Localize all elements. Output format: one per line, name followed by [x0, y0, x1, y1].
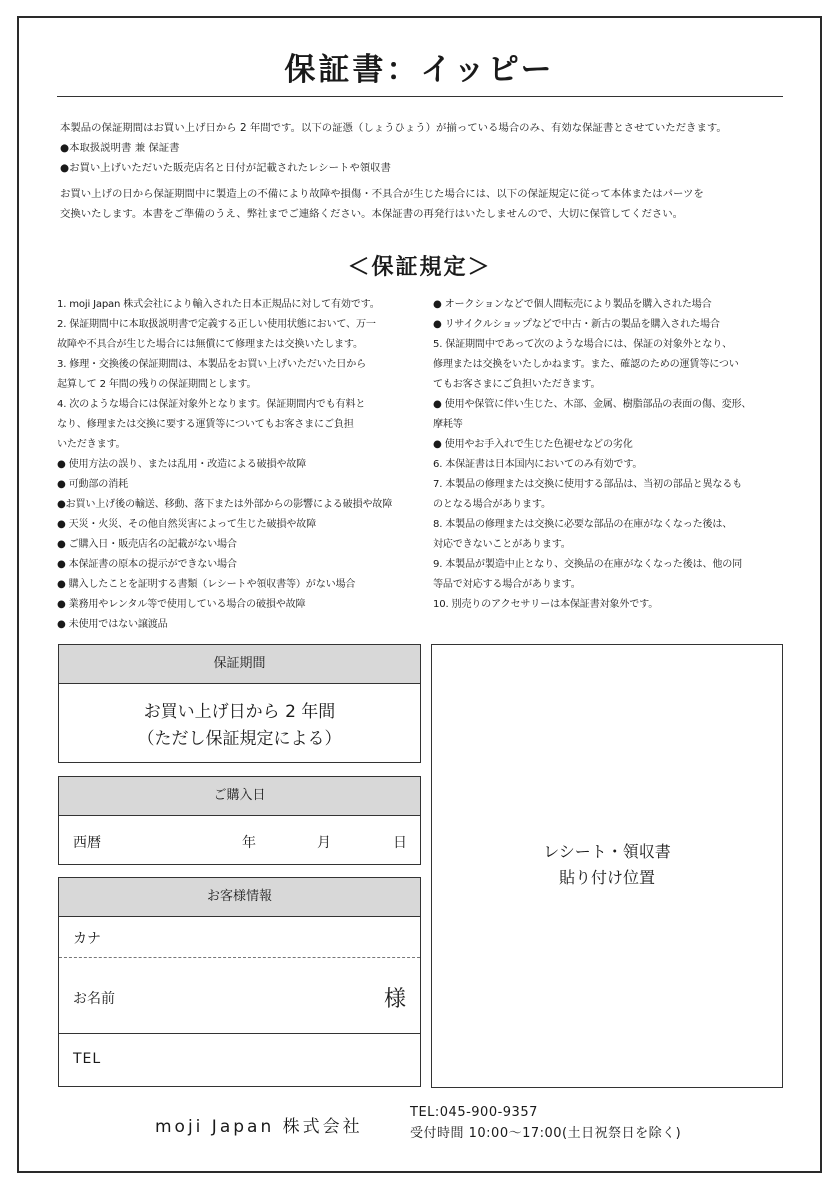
rule-line: なり、修理または交換に要する運賃等についてもお客さまにご負担 [57, 419, 354, 430]
customer-info-heading: お客様情報 [59, 878, 420, 917]
day-label: 日 [393, 835, 407, 851]
rule-line: 8. 本製品の修理または交換に必要な部品の在庫がなくなった後は、 [433, 519, 733, 530]
rule-line: 5. 保証期間中であって次のような場合には、保証の対象外となり、 [433, 339, 733, 350]
rule-line: ● 使用や保管に伴い生じた、木部、金属、樹脂部品の表面の傷、変形、 [433, 399, 752, 410]
page-title: 保証書：イッピー [284, 52, 555, 88]
kana-label: カナ [73, 931, 101, 947]
rule-line: のとなる場合があります。 [433, 499, 551, 510]
rule-line: ● リサイクルショップなどで中古・新古の製品を購入された場合 [433, 319, 720, 330]
customer-info-box [58, 877, 421, 1087]
rule-line: 7. 本製品の修理または交換に使用する部品は、当初の部品と異なるも [433, 479, 743, 490]
contact-phone: TEL:045-900-9357 [410, 1105, 538, 1120]
rule-line: ● 業務用やレンタル等で使用している場合の破損や故障 [57, 599, 306, 610]
rule-line: 等品で対応する場合があります。 [433, 579, 581, 590]
rule-line: ● 可動部の消耗 [57, 479, 128, 490]
rule-line: 2. 保証期間中に本取扱説明書で定義する正しい使用状態において、万一 [57, 319, 376, 330]
rule-line: 故障や不具合が生じた場合には無償にて修理または交換いたします。 [57, 339, 363, 350]
rule-line: ● 使用方法の誤り、または乱用・改造による破損や故障 [57, 459, 307, 470]
rule-line: 対応できないことがあります。 [433, 539, 571, 550]
intro-line: 交換いたします。本書をご準備のうえ、弊社までご連絡ください。本保証書の再発行はいたしませんので、大切に保管してください。 [60, 208, 684, 220]
rule-line: 4. 次のような場合には保証対象外となります。保証期間内でも有料と [57, 399, 366, 410]
warranty-period-box [58, 644, 421, 763]
rule-line: ● 未使用ではない譲渡品 [57, 619, 168, 630]
kana-field[interactable] [59, 917, 420, 958]
title-divider [57, 96, 783, 97]
rule-line: ● 購入したことを証明する書類（レシートや領収書等）がない場合 [57, 579, 356, 590]
contact-info [410, 1102, 681, 1144]
intro-line: ●本取扱説明書 兼 保証書 [60, 142, 180, 154]
purchase-date-heading: ご購入日 [59, 777, 420, 816]
rule-line: ● 本保証書の原本の提示ができない場合 [57, 559, 237, 570]
rule-line: 3. 修理・交換後の保証期間は、本製品をお買い上げいただいた日から [57, 359, 367, 370]
rule-line: いただきます。 [57, 439, 126, 450]
purchase-date-field[interactable] [59, 816, 420, 866]
rule-line: てもお客さまにご負担いただきます。 [433, 379, 601, 390]
year-label: 年 [242, 835, 256, 851]
warranty-period-heading: 保証期間 [59, 645, 420, 684]
rule-line: 6. 本保証書は日本国内においてのみ有効です。 [433, 459, 643, 470]
rule-line: 10. 別売りのアクセサリーは本保証書対象外です。 [433, 599, 659, 610]
rule-line: ●お買い上げ後の輸送、移動、落下または外部からの影響による破損や故障 [57, 499, 393, 510]
rule-line: 起算して 2 年間の残りの保証期間とします。 [57, 379, 257, 390]
name-label: お名前 [73, 991, 115, 1007]
intro-section [60, 118, 790, 224]
intro-line: 本製品の保証期間はお買い上げ日から 2 年間です。以下の証憑（しょうひょう）が揃っている場合のみ、有効な保証書とさせていただきます。 [60, 122, 727, 134]
receipt-attach-area [431, 644, 783, 1088]
honorific-label: 様 [383, 987, 406, 1012]
rule-line: ● オークションなどで個人間転売により製品を購入された場合 [433, 299, 712, 310]
rule-line: 9. 本製品が製造中止となり、交換品の在庫がなくなった後は、他の同 [433, 559, 743, 570]
rule-line: ● 使用やお手入れで生じた色褪せなどの劣化 [433, 439, 633, 450]
name-field[interactable] [59, 958, 420, 1034]
era-label: 西暦 [73, 835, 101, 851]
rule-line: 修理または交換をいたしかねます。また、確認のための運賃等につい [433, 359, 739, 370]
rule-line: ● ご購入日・販売店名の記載がない場合 [57, 539, 237, 550]
warranty-period-note: （ただし保証規定による） [137, 729, 342, 749]
month-label: 月 [317, 835, 331, 851]
company-name: moji Japan 株式会社 [155, 1117, 363, 1137]
rules-right-column [433, 295, 793, 615]
intro-line: ●お買い上げいただいた販売店名と日付が記載されたレシートや領収書 [60, 162, 391, 174]
receipt-label: レシート・領収書 [543, 842, 671, 861]
intro-line: お買い上げの日から保証期間中に製造上の不備により故障や損傷・不具合が生じた場合には、以下の保証規定に従って本体またはパーツを [60, 188, 704, 200]
tel-field[interactable] [59, 1034, 420, 1089]
receipt-position-label: 貼り付け位置 [558, 868, 655, 887]
rules-left-column [57, 295, 427, 635]
rules-title: ＜保証規定＞ [347, 255, 492, 280]
rule-line: 摩耗等 [433, 419, 463, 430]
rule-line: ● 天災・火災、その他自然災害によって生じた破損や故障 [57, 519, 316, 530]
tel-label: TEL [73, 1051, 102, 1067]
contact-hours: 受付時間 10:00〜17:00(土日祝祭日を除く) [410, 1126, 682, 1141]
warranty-period-text: お買い上げ日から 2 年間 [143, 702, 336, 722]
purchase-date-box [58, 776, 421, 865]
rule-line: 1. moji Japan 株式会社により輸入された日本正規品に対して有効です。 [57, 299, 380, 310]
